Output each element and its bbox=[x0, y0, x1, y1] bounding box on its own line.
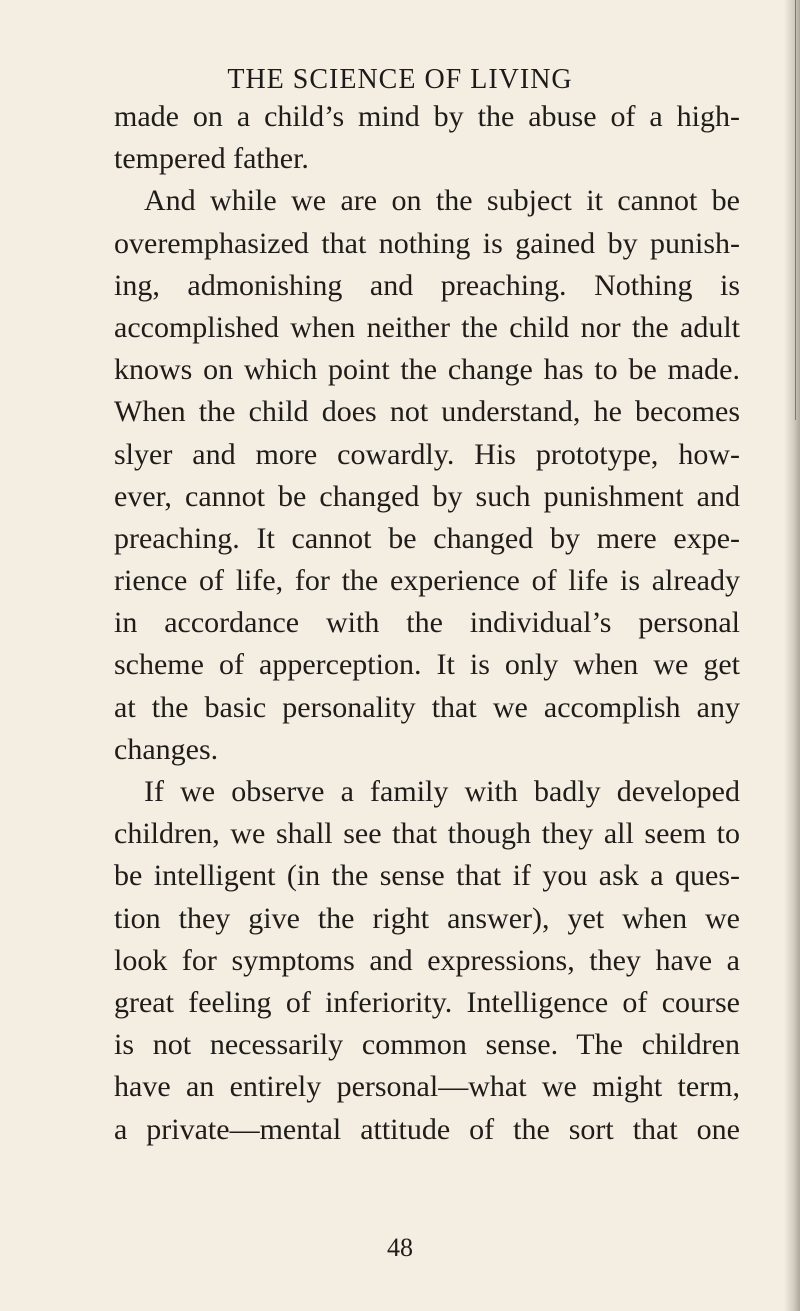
text-line: made on a child’s mind by the abuse of a high- bbox=[114, 100, 740, 133]
text-line: changes. bbox=[114, 732, 219, 766]
text-line: tempered father. bbox=[114, 142, 309, 176]
text-line: tion they give the right answer), yet when we bbox=[114, 901, 740, 935]
body-text bbox=[114, 96, 740, 1151]
text-line: be intelligent (in the sense that if you ask a ques- bbox=[114, 859, 740, 893]
page-edge-shadow bbox=[784, 0, 800, 1311]
text-line: overemphasized that nothing is gained by punish- bbox=[114, 226, 740, 260]
text-line: a private—mental attitude of the sort that one bbox=[114, 1112, 740, 1146]
text-line: is not necessarily common sense. The children bbox=[114, 1028, 740, 1062]
text-line: rience of life, for the experience of life is already bbox=[114, 564, 740, 598]
text-line: And while we are on the subject it cannot be bbox=[144, 184, 740, 218]
text-line: look for symptoms and expressions, they have a bbox=[114, 943, 740, 977]
text-line: at the basic personality that we accomplish any bbox=[114, 690, 740, 724]
page-edge-line bbox=[795, 0, 796, 420]
text-line: knows on which point the change has to be made. bbox=[114, 353, 740, 387]
text-line: slyer and more cowardly. His prototype, how- bbox=[114, 437, 740, 471]
text-line: If we observe a family with badly developed bbox=[144, 775, 740, 808]
text-line: ing, admonishing and preaching. Nothing is bbox=[114, 268, 740, 302]
page-number: 48 bbox=[387, 1233, 413, 1262]
text-line: When the child does not understand, he becomes bbox=[114, 395, 740, 429]
text-line: have an entirely personal—what we might term, bbox=[114, 1070, 740, 1104]
text-line: in accordance with the individual’s personal bbox=[114, 606, 740, 640]
text-line: great feeling of inferiority. Intelligence of course bbox=[114, 985, 740, 1019]
running-head: THE SCIENCE OF LIVING bbox=[227, 64, 573, 95]
text-line: accomplished when neither the child nor the adult bbox=[114, 310, 740, 344]
text-line: children, we shall see that though they all seem to bbox=[114, 817, 740, 851]
text-line: preaching. It cannot be changed by mere expe- bbox=[114, 521, 740, 555]
text-line: scheme of apperception. It is only when we get bbox=[114, 648, 740, 682]
text-line: ever, cannot be changed by such punishment and bbox=[114, 479, 740, 513]
